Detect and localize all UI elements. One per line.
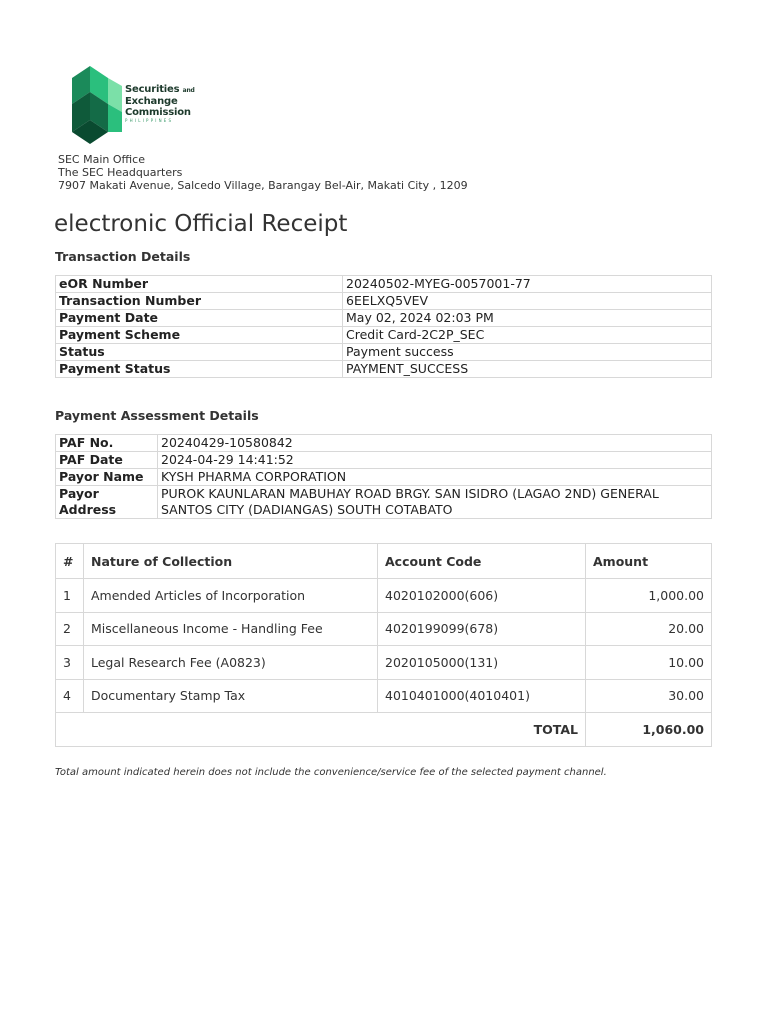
item-num: 4 [56,679,84,713]
collections-header-row [56,544,712,579]
logo-line-1: Securities [125,84,180,95]
collections-table [55,543,712,747]
paf-row [56,486,712,519]
transaction-details-table [55,275,712,378]
office-address-block [58,153,468,192]
office-address: 7907 Makati Avenue, Salcedo Village, Barangay Bel-Air, Makati City , 1209 [58,179,468,192]
txn-label: Status [56,344,343,361]
collection-row [56,612,712,646]
item-code: 4020199099(678) [378,612,586,646]
assessment-details-table [55,434,712,519]
collection-row [56,646,712,680]
fee-disclaimer-note: Total amount indicated herein does not include the convenience/service fee of the selected payment channel. [55,767,607,778]
item-amount: 10.00 [586,646,712,680]
assessment-details-heading: Payment Assessment Details [55,408,259,423]
txn-value: May 02, 2024 02:03 PM [343,310,712,327]
txn-value: 20240502-MYEG-0057001-77 [343,276,712,293]
txn-label: Payment Scheme [56,327,343,344]
item-amount: 1,000.00 [586,579,712,613]
txn-row [56,344,712,361]
txn-value: Credit Card-2C2P_SEC [343,327,712,344]
paf-label: Payor Address [56,486,158,519]
col-header-num: # [56,544,84,579]
paf-label: PAF No. [56,435,158,452]
txn-row [56,327,712,344]
total-row [56,713,712,747]
paf-row [56,435,712,452]
txn-row [56,310,712,327]
txn-label: eOR Number [56,276,343,293]
logo-line-2: Exchange [125,96,178,107]
page-title: electronic Official Receipt [54,211,348,237]
office-building: The SEC Headquarters [58,166,183,179]
item-code: 4020102000(606) [378,579,586,613]
total-label: TOTAL [56,713,586,747]
collection-row [56,579,712,613]
paf-label: PAF Date [56,452,158,469]
item-code: 2020105000(131) [378,646,586,680]
txn-value: PAYMENT_SUCCESS [343,361,712,378]
item-amount: 30.00 [586,679,712,713]
txn-row [56,276,712,293]
logo-line-1-small: and [182,87,195,94]
sec-logo-mark-icon [68,64,128,144]
logo-line-4: PHILIPPINES [125,118,174,123]
transaction-details-heading: Transaction Details [55,249,191,264]
paf-label: Payor Name [56,469,158,486]
item-nature: Legal Research Fee (A0823) [84,646,378,680]
office-name: SEC Main Office [58,153,145,166]
paf-value: 2024-04-29 14:41:52 [158,452,712,469]
txn-row [56,293,712,310]
item-amount: 20.00 [586,612,712,646]
total-value: 1,060.00 [586,713,712,747]
col-header-code: Account Code [378,544,586,579]
paf-row [56,452,712,469]
item-nature: Miscellaneous Income - Handling Fee [84,612,378,646]
paf-value: KYSH PHARMA CORPORATION [158,469,712,486]
paf-value: 20240429-10580842 [158,435,712,452]
txn-label: Payment Date [56,310,343,327]
item-nature: Documentary Stamp Tax [84,679,378,713]
txn-row [56,361,712,378]
paf-value: PUROK KAUNLARAN MABUHAY ROAD BRGY. SAN ISIDRO (LAGAO 2ND) GENERAL SANTOS CITY (DADIANGAS) SOUTH COTABATO [158,486,712,519]
logo-line-3: Commission [125,107,191,118]
collection-row [56,679,712,713]
col-header-nature: Nature of Collection [84,544,378,579]
txn-label: Payment Status [56,361,343,378]
paf-row [56,469,712,486]
item-num: 1 [56,579,84,613]
txn-value: 6EELXQ5VEV [343,293,712,310]
col-header-amount: Amount [586,544,712,579]
txn-value: Payment success [343,344,712,361]
item-num: 3 [56,646,84,680]
item-code: 4010401000(4010401) [378,679,586,713]
item-num: 2 [56,612,84,646]
item-nature: Amended Articles of Incorporation [84,579,378,613]
txn-label: Transaction Number [56,293,343,310]
sec-logo-wordmark [125,84,195,124]
